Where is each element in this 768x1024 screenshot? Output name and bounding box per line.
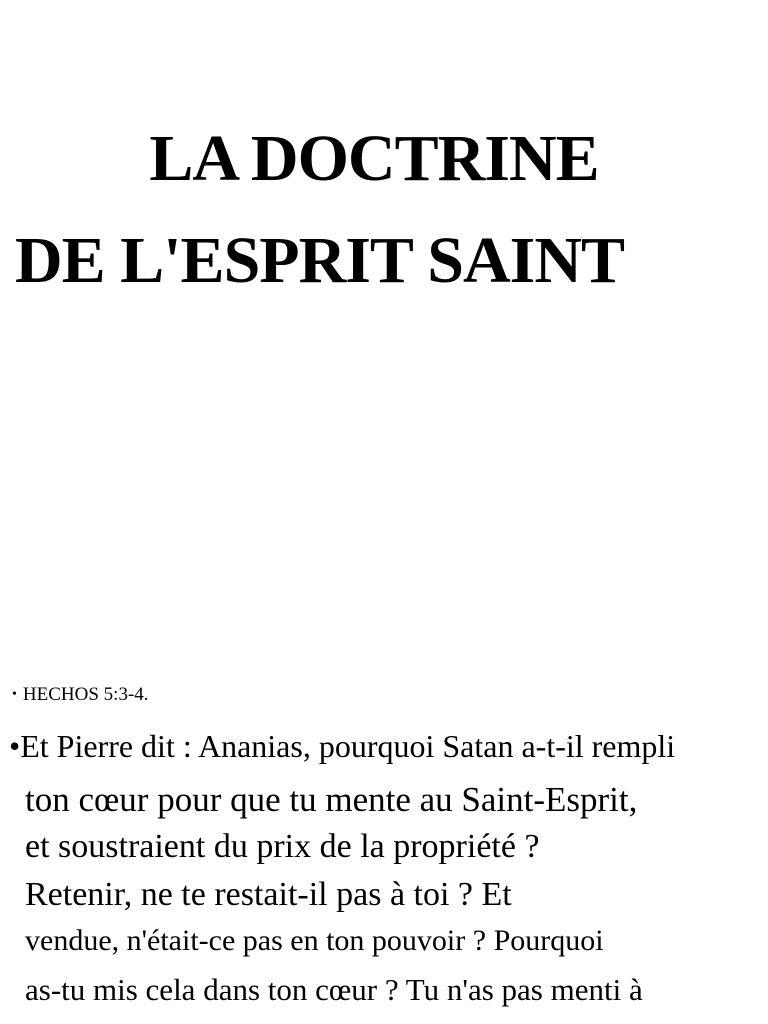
verse-line-6: as-tu mis cela dans ton cœur ? Tu n'as pas menti à [25, 972, 643, 1007]
title-line-2: DE L'ESPRIT SAINT [15, 224, 625, 297]
verse-line-5: vendue, n'était-ce pas en ton pouvoir ? Pourquoi [25, 924, 604, 957]
verse-line-1: •Et Pierre dit : Ananias, pourquoi Satan a-t-il rempli [9, 728, 676, 764]
reference-text: HECHOS 5:3-4. [22, 684, 149, 705]
verse-line-4: Retenir, ne te restait-il pas à toi ? Et [25, 876, 512, 913]
verse-line-3: et soustraient du prix de la propriété ? [25, 828, 540, 865]
bullet-icon: • [12, 687, 17, 702]
title-line-1: LA DOCTRINE [149, 122, 599, 195]
reference-bullet [12, 684, 149, 708]
verse-line-2: ton cœur pour que tu mente au Saint-Esprit, [25, 780, 638, 819]
